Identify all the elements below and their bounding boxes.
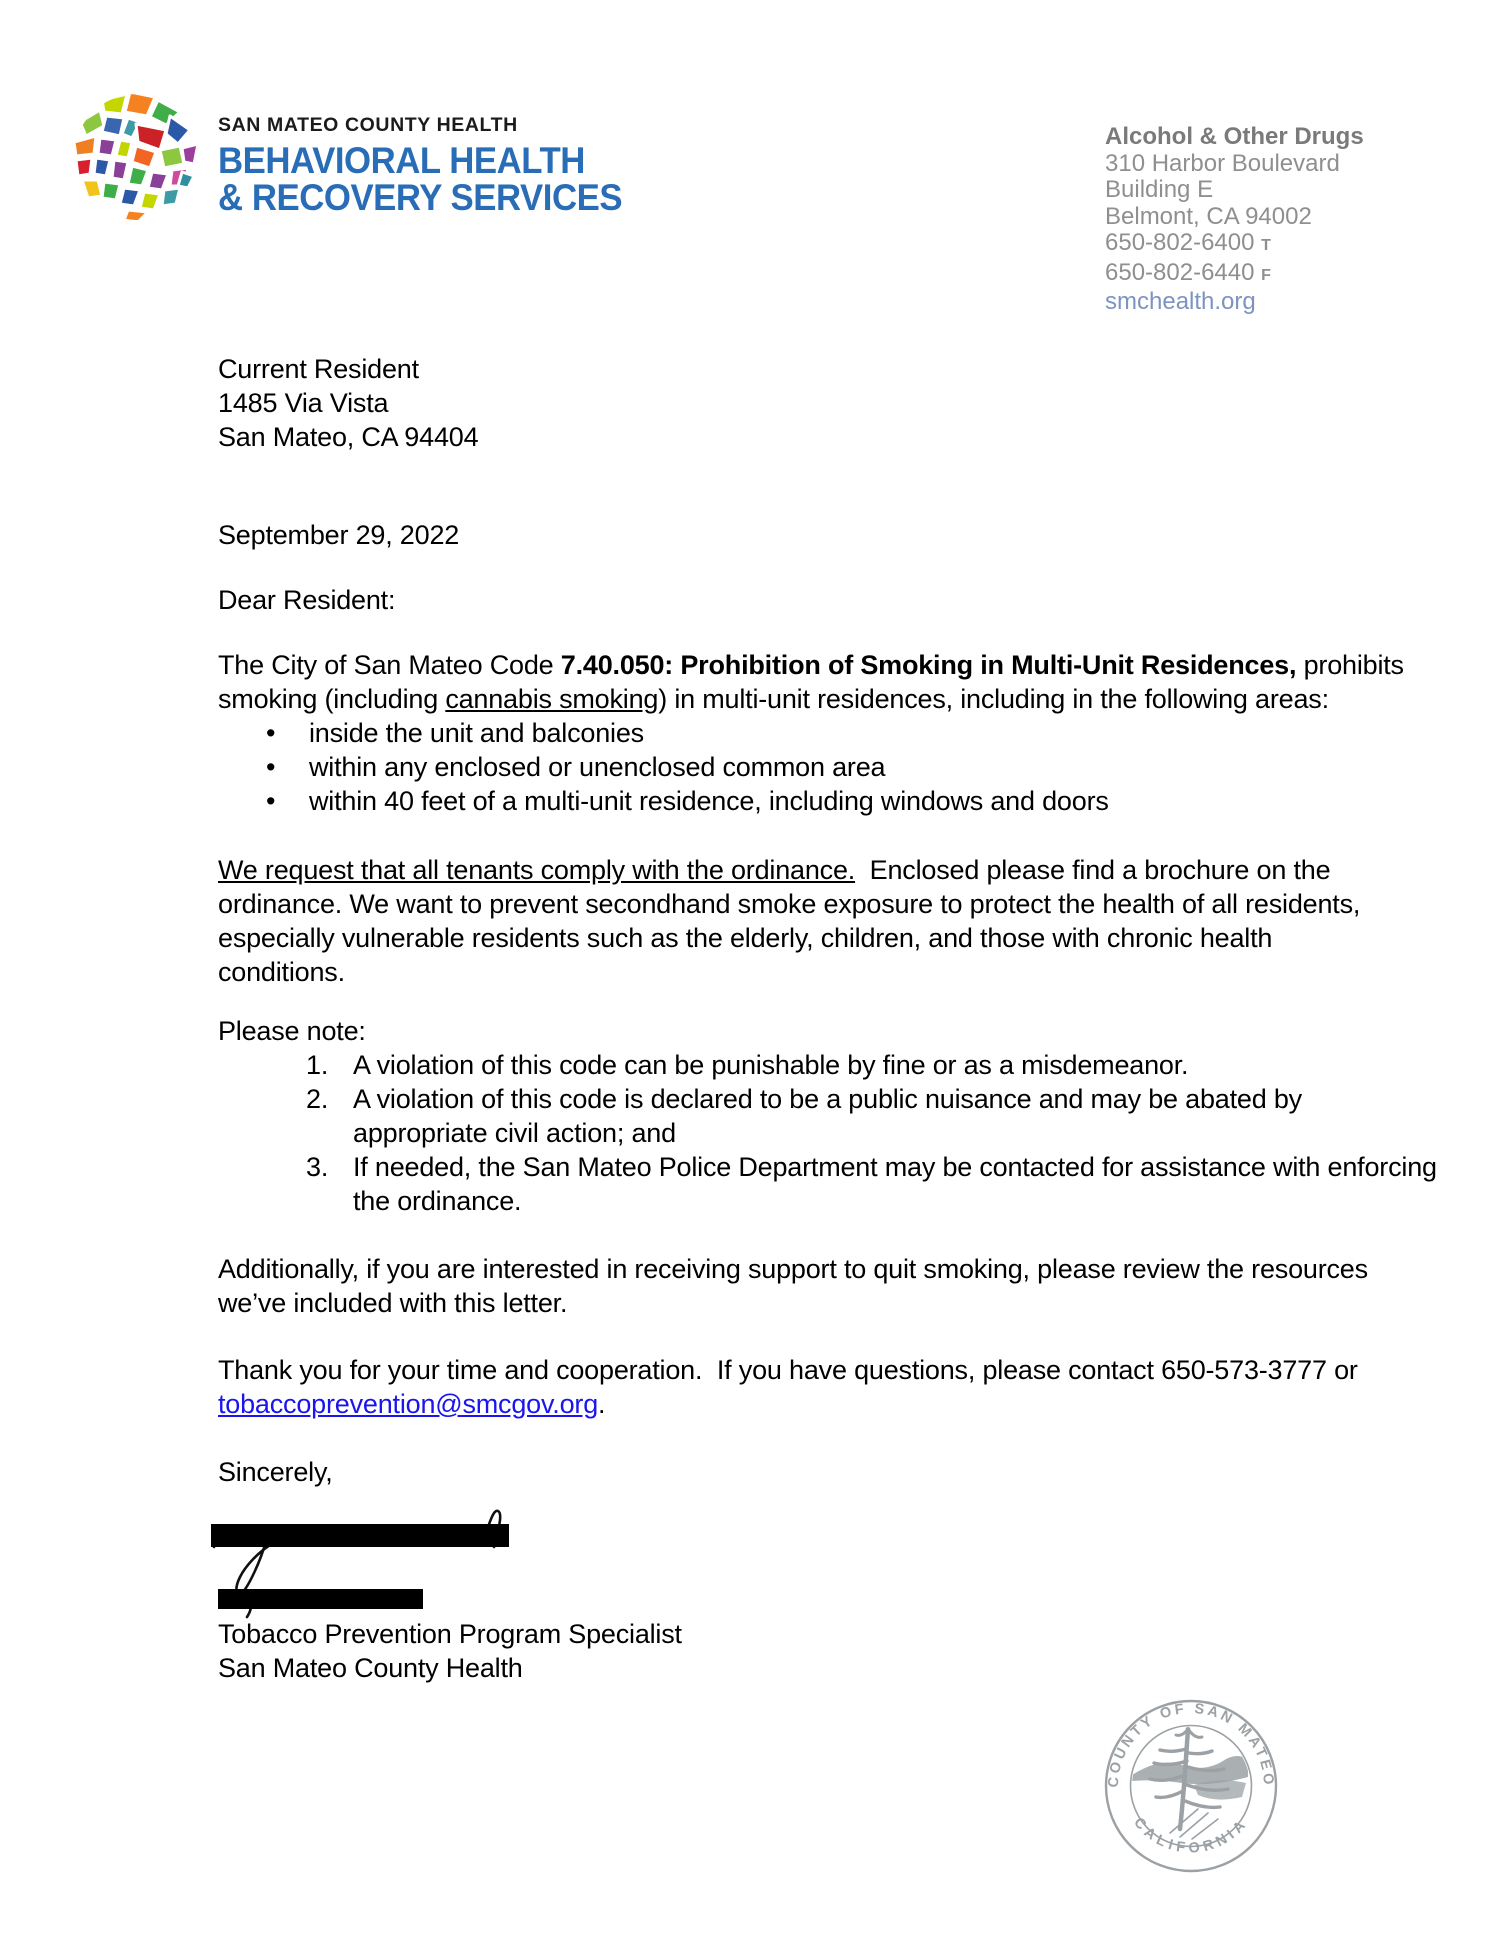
support-paragraph: Additionally, if you are interested in receiving support to quit smoking, please review the resources we’ve included with this letter. [218, 1254, 1368, 1318]
violations-list [218, 1048, 1437, 1218]
list-number: 1. [306, 1050, 329, 1080]
letterhead-contact-block [1105, 124, 1364, 316]
email-link[interactable]: tobaccoprevention@smcgov.org [218, 1389, 599, 1419]
contact-address-3: Belmont, CA 94002 [1105, 202, 1312, 230]
signature-area [218, 1501, 1418, 1617]
recipient-name: Current Resident [218, 354, 419, 384]
request-underlined: We request that all tenants comply with the ordinance. [218, 855, 856, 885]
request-paragraph: We request that all tenants comply with the ordinance. Enclosed please find a brochure on the ordinance. We want to prevent secondhand smoke exposure to protect the health of all residents, especially vulnerable residents such as the elderly, children, and those with chronic health conditions. [218, 855, 1361, 987]
seal-top-text: COUNTY OF SAN MATEO [1105, 1700, 1277, 1789]
county-health-mosaic-logo [72, 92, 202, 222]
letter-body [218, 352, 1437, 1685]
letter-date: September 29, 2022 [218, 520, 460, 550]
dept-line-2: & RECOVERY SERVICES [218, 177, 623, 218]
list-number: 2. [306, 1084, 329, 1114]
list-item: 1. A violation of this code can be punishable by fine or as a misdemeanor. [306, 1050, 1189, 1080]
phone-suffix: T [1261, 237, 1272, 254]
dept-line-1: BEHAVIORAL HEALTH [218, 140, 585, 181]
svg-text:CALIFORNIA [1130, 1815, 1251, 1857]
contact-address-2: Building E [1105, 176, 1214, 203]
county-of-san-mateo-seal [1102, 1697, 1280, 1875]
fax-suffix: F [1261, 266, 1272, 284]
contact-address-1: 310 Harbor Boulevard [1105, 149, 1340, 177]
recipient-address [218, 352, 1418, 454]
seal-tree-scene [1132, 1729, 1248, 1839]
list-item: • within 40 feet of a multi-unit residence, including windows and doors [218, 784, 1418, 818]
cannabis-smoking-underlined: cannabis smoking [445, 684, 659, 714]
code-reference-bold: 7.40.050: Prohibition of Smoking in Multi-Unit Residences, [560, 650, 1297, 680]
letterhead-wordmark [218, 114, 648, 216]
seal-bottom-text: CALIFORNIA [1130, 1814, 1252, 1857]
contact-fax: 650-802-6440 F [1105, 258, 1272, 286]
contact-phone: 650-802-6400 T [1105, 229, 1272, 256]
list-item: • inside the unit and balconies [218, 716, 1418, 750]
list-item: • within any enclosed or unenclosed common area [218, 750, 1418, 784]
salutation: Dear Resident: [218, 585, 396, 615]
recipient-street: 1485 Via Vista [218, 388, 389, 418]
website-link[interactable]: smchealth.org [1105, 288, 1256, 315]
closing-word: Sincerely, [218, 1457, 333, 1487]
thanks-paragraph: Thank you for your time and cooperation. If you have questions, please contact 650-573-3777 or tobaccoprevention@smcgov.org. [218, 1355, 1358, 1419]
intro-paragraph: The City of San Mateo Code 7.40.050: Prohibition of Smoking in Multi-Unit Residences, prohibits smoking (including cannabis smoking) in multi-unit residences, including in the following areas: [218, 650, 1404, 714]
list-item: 3. If needed, the San Mateo Police Department may be contacted for assistance with enforcing the ordinance. [306, 1152, 1437, 1216]
letterhead-dept-name [218, 142, 622, 216]
signer-title: Tobacco Prevention Program Specialist [218, 1619, 682, 1649]
letterhead-org-name: SAN MATEO COUNTY HEALTH [218, 114, 518, 136]
name-redaction-bar [218, 1589, 423, 1609]
list-number: 3. [306, 1152, 329, 1182]
please-note-label: Please note: [218, 1016, 366, 1046]
contact-division: Alcohol & Other Drugs [1105, 123, 1364, 150]
signature-redaction-bar [211, 1524, 509, 1547]
list-item: 2. A violation of this code is declared to be a public nuisance and may be abated by appropriate civil action; and [306, 1084, 1302, 1148]
signer-org: San Mateo County Health [218, 1653, 523, 1683]
recipient-city: San Mateo, CA 94404 [218, 422, 479, 452]
prohibited-areas-list [218, 716, 1418, 818]
